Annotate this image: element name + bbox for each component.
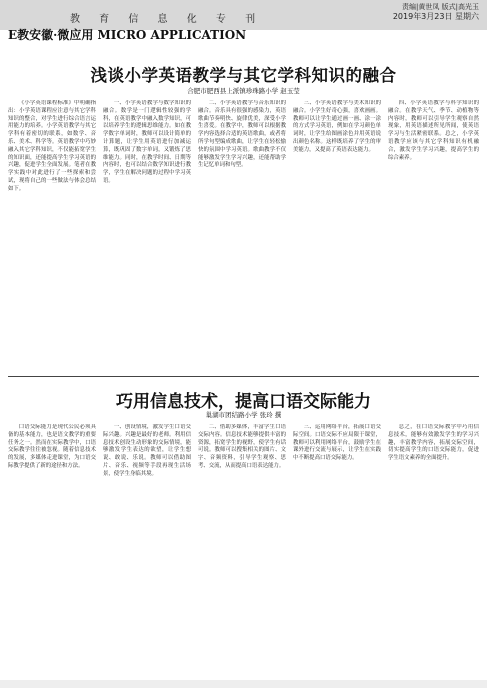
article1-column-3 [198,100,286,370]
footer-strip [0,680,487,688]
date-line: 2019年3月23日 星期六 [392,12,479,21]
article1-column-1 [8,100,96,370]
column-text: 《小学英语课程标准》中明确指出：小学英语课程应注意与其它学科知识的整合，对学生进行综合语言运用能力的培养。小学英语教学与其它学科有着密切的联系，如数学、音乐、美术、科学等。英语教学中巧妙融入其它学科知识，不仅能拓宽学生的知识面，还能提高学生学习英语的兴趣，促进学生全面发展。笔者在教学实践中对此进行了一些探索和尝试，现将自己的一些做法与体会总结如下。 [8,100,96,192]
column-text: 四、小学英语教学与科学知识的融合。在教学天气、季节、动植物等内容时，教师可以引导学生观察自然现象，用英语描述所见所闻，使英语学习与生活紧密联系。总之，小学英语教学应该与其它学科知识有机融合，激发学生学习兴趣，提高学生的综合素养。 [388,100,479,161]
column-text: 一、创设情境，激发学生口语交际兴趣。兴趣是最好的老师。利用信息技术创设生动形象的交际情境，能够激发学生表达的欲望，让学生想说、敢说、乐说。教师可以借助图片、音乐、视频等手段再现生活场景，使学生身临其境。 [103,424,191,477]
article1-column-2 [103,100,191,370]
editor-line: 责编|黄世凤 版式|高光玉 [402,3,479,11]
column-text: 三、小学英语教学与美术知识的融合。小学生好奇心强，喜欢画画。教师可以让学生通过画一画、涂一涂的方式学习英语，例如在学习颜色单词时，让学生给图画涂色并用英语说出颜色名称。这样既培养了学生的审美能力，又提高了英语表达能力。 [293,100,381,153]
brand-title: E教安徽·微应用 MICRO APPLICATION [8,28,247,42]
column-text: 二、借助多媒体，丰富学生口语交际内容。信息技术能够提供丰富的资源，拓宽学生的视野，使学生有话可说。教师可以搜集相关的图片、文字、音频资料，引导学生观察、思考、交流，从而提高口语表达能力。 [198,424,286,469]
section-words: 教 育 信 息 化 专 刊 [70,14,264,25]
column-text: 口语交际能力是现代公民必须具备的基本能力，也是语文教学的重要任务之一。然而在实际教学中，口语交际教学往往被忽视。随着信息技术的发展，多媒体走进课堂，为口语交际教学提供了新的途径和方法。 [8,424,96,469]
article1-title: 浅谈小学英语教学与其它学科知识的融合 [90,66,397,85]
article2-column-3 [198,424,286,676]
article1-byline: 合肥市肥西县上派镇珍珠路小学 赵玉莹 [187,87,300,95]
article2-byline: 巢湖市团结路小学 张玲 撰 [205,411,282,419]
article2-column-4 [293,424,381,676]
article2-column-1 [8,424,96,676]
article1-column-5 [388,100,479,370]
article2-column-2 [103,424,191,676]
column-text: 一、小学英语教学与数学知识的融合。数学是一门逻辑性较强的学科，在英语教学中融入数学知识，可以培养学生的逻辑思维能力。如在教学数字单词时，教师可以设计简单的计算题，让学生用英语进行加减运算，既巩固了数字单词，又锻炼了思维能力。同时，在教学时间、日期等内容时，也可以结合数学知识进行教学，学生在解决问题的过程中学习英语。 [103,100,191,184]
article2-column-5 [388,424,479,676]
section-divider [8,376,479,377]
article1-column-4 [293,100,381,370]
article2-title: 巧用信息技术，提高口语交际能力 [116,392,371,412]
column-text: 三、运用网络平台，拓展口语交际空间。口语交际不应局限于课堂，教师可以利用网络平台，鼓励学生在课外进行交流与展示，让学生在实践中不断提高口语交际能力。 [293,424,381,462]
header-meta [393,3,479,21]
column-text: 总之，在口语交际教学中巧用信息技术，能够有效激发学生的学习兴趣，丰富教学内容，拓展交际空间，切实提高学生的口语交际能力，促进学生语文素养的全面提升。 [388,424,479,462]
column-text: 二、小学英语教学与音乐知识的融合。音乐具有很强的感染力，英语歌曲节奏明快、旋律优美，深受小学生喜爱。在教学中，教师可以根据教学内容选择合适的英语歌曲，或者将所学句型编成歌曲，让学生在轻松愉快的氛围中学习英语。歌曲教学不仅能够激发学生学习兴趣，还能帮助学生记忆单词和句型。 [198,100,286,169]
